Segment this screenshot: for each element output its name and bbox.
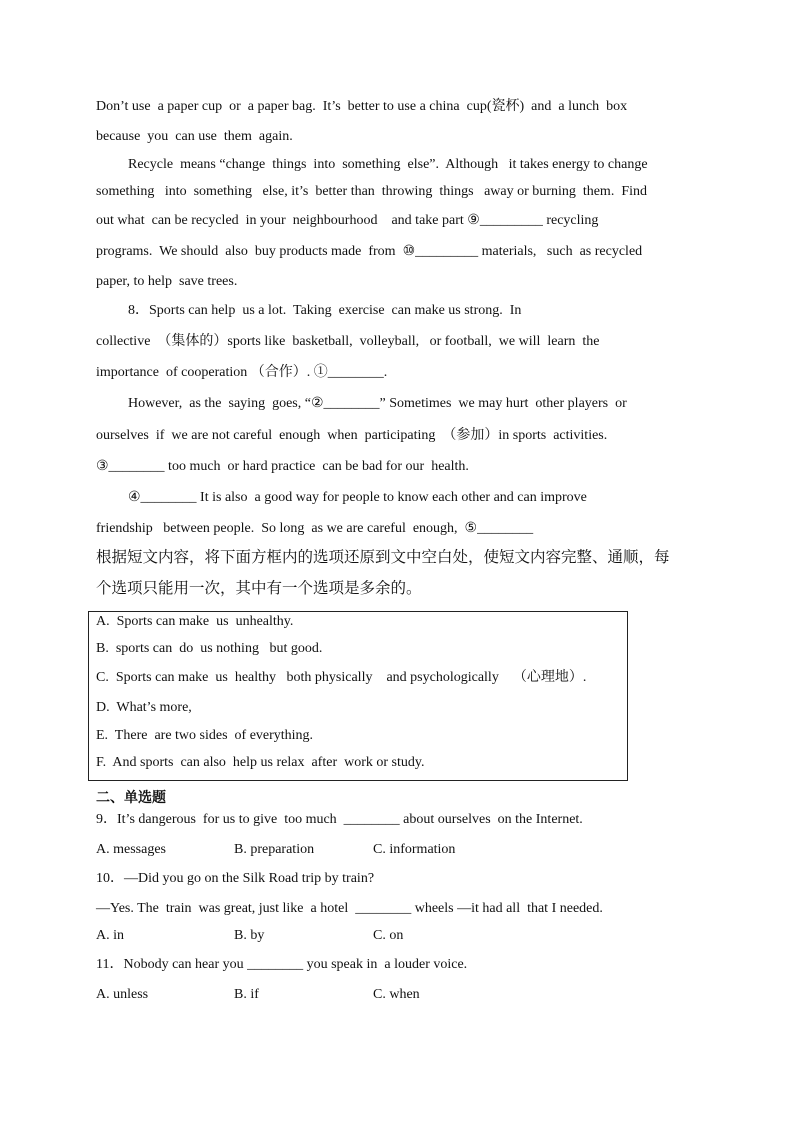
option-f: F. And sports can also help us relax after work or study. <box>96 755 425 770</box>
question-8-line: 8．Sports can help us a lot. Taking exercise can make us strong. In <box>128 303 522 318</box>
question-8-line: friendship between people. So long as we are careful enough, ⑤________ <box>96 521 534 536</box>
option-e: E. There are two sides of everything. <box>96 728 314 743</box>
question-8-line: However, as the saying goes, “②________” Sometimes we may hurt other players or <box>128 396 627 411</box>
question-8-line: collective （集体的）sports like basketball, volleyball, or football, we will learn the <box>96 334 600 349</box>
option-a: A. Sports can make us unhealthy. <box>96 614 294 629</box>
option-d: D. What’s more, <box>96 700 192 715</box>
choice-11-c[interactable]: C. when <box>373 987 420 1002</box>
option-c: C. Sports can make us healthy both physically and psychologically （心理地）. <box>96 670 587 685</box>
passage-line: out what can be recycled in your neighbourhood and take part ⑨_________ recycling <box>96 213 599 228</box>
passage-line: because you can use them again. <box>96 129 293 144</box>
section-title: 二、单选题 <box>96 790 166 806</box>
choice-9-a[interactable]: A. messages <box>96 842 166 857</box>
passage-line: something into something else, it’s better than throwing things away or burning them. Find <box>96 184 647 199</box>
passage-line: programs. We should also buy products made from ⑩_________ materials, such as recycled <box>96 244 643 259</box>
instruction-text: 个选项只能用一次，其中有一个选项是多余的。 <box>96 580 422 597</box>
question-9-stem: 9．It’s dangerous for us to give too much ________ about ourselves on the Internet. <box>96 812 583 827</box>
choice-9-c[interactable]: C. information <box>373 842 456 857</box>
question-8-line: ④________ It is also a good way for people to know each other and can improve <box>128 490 587 505</box>
option-b: B. sports can do us nothing but good. <box>96 641 323 656</box>
question-10-answer-line: —Yes. The train was great, just like a hotel ________ wheels —it had all that I needed. <box>96 901 603 916</box>
question-8-line: ③________ too much or hard practice can be bad for our health. <box>96 459 469 474</box>
choice-11-b[interactable]: B. if <box>234 987 259 1002</box>
instruction-text: 根据短文内容，将下面方框内的选项还原到文中空白处，使短文内容完整、通顺，每 <box>96 549 670 566</box>
choice-9-b[interactable]: B. preparation <box>234 842 315 857</box>
passage-line: paper, to help save trees. <box>96 274 238 289</box>
passage-line: Recycle means “change things into something else”. Although it takes energy to change <box>128 157 648 172</box>
question-10-stem: 10．—Did you go on the Silk Road trip by train? <box>96 871 375 886</box>
question-8-line: importance of cooperation （合作）. ①________. <box>96 365 388 380</box>
question-8-line: ourselves if we are not careful enough when participating （参加）in sports activities. <box>96 428 608 443</box>
choice-10-a[interactable]: A. in <box>96 928 124 943</box>
question-11-stem: 11．Nobody can hear you ________ you speak in a louder voice. <box>96 957 468 972</box>
choice-11-a[interactable]: A. unless <box>96 987 149 1002</box>
choice-10-c[interactable]: C. on <box>373 928 404 943</box>
choice-10-b[interactable]: B. by <box>234 928 265 943</box>
passage-line: Don’t use a paper cup or a paper bag. It’s better to use a china cup(瓷杯) and a lunch box <box>96 99 628 114</box>
